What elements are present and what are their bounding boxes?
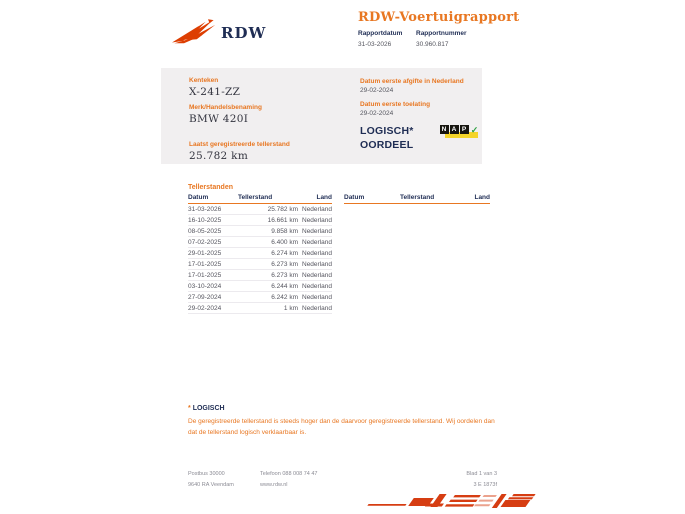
column-header-land: Land	[316, 194, 332, 201]
nap-letter: N	[440, 125, 449, 134]
table-row	[188, 237, 332, 248]
table-cell: 6.273 km	[271, 271, 298, 279]
table-cell: 29-01-2025	[188, 249, 222, 257]
rdw-wordmark: RDW	[221, 23, 267, 42]
table-cell: 31-03-2026	[188, 205, 222, 213]
table-cell: 29-02-2024	[188, 304, 222, 312]
column-header-tellerstand: Tellerstand	[238, 194, 273, 201]
odometer-table-title: Tellerstanden	[188, 184, 233, 191]
table-cell: Nederland	[302, 304, 332, 312]
rdw-logo	[172, 19, 266, 46]
table-cell: 6.273 km	[271, 260, 298, 268]
table-cell: 27-09-2024	[188, 293, 222, 301]
table-row	[188, 303, 332, 314]
nap-letter: P	[460, 125, 469, 134]
odometer-tables	[188, 194, 490, 314]
table-cell: 17-01-2025	[188, 260, 222, 268]
table-cell: Nederland	[302, 271, 332, 279]
table-header-row	[344, 194, 490, 204]
column-header-tellerstand: Tellerstand	[400, 194, 435, 201]
table-row	[188, 259, 332, 270]
footnote-text: De geregistreerde tellerstand is steeds hoger dan de daarvoor geregistreerde tellerstand. Wij oordelen dan dat de tellerstand logisch verklaarbaar is.	[188, 418, 495, 437]
footnote-heading	[188, 405, 500, 412]
table-row	[188, 270, 332, 281]
table-cell: 25.782 km	[267, 205, 298, 213]
table-cell: 07-02-2025	[188, 238, 222, 246]
table-cell: 08-05-2025	[188, 227, 222, 235]
table-row	[188, 226, 332, 237]
odometer-table	[188, 194, 332, 314]
table-row	[188, 215, 332, 226]
table-cell: Nederland	[302, 282, 332, 290]
table-cell: Nederland	[302, 205, 332, 213]
footer-address-line2: 9640 RA Veendam	[188, 482, 234, 488]
column-header-datum: Datum	[344, 194, 365, 201]
footnote-marker: *	[188, 405, 191, 412]
report-number-label: Rapportnummer	[416, 30, 467, 37]
table-cell: 6.400 km	[271, 238, 298, 246]
page-title: RDW-Voertuigrapport	[358, 10, 520, 25]
table-cell: 16.661 km	[267, 216, 298, 224]
page-footer	[188, 469, 497, 491]
table-body	[188, 204, 332, 314]
table-cell: 9.858 km	[271, 227, 298, 235]
report-date-label: Rapportdatum	[358, 30, 403, 37]
kenteken-value: X-241-ZZ	[189, 86, 241, 98]
footer-phone: Telefoon 088 008 74 47	[260, 471, 318, 477]
table-row	[188, 281, 332, 292]
column-header-datum: Datum	[188, 194, 209, 201]
last-odometer-value: 25.782 km	[189, 150, 249, 162]
vehicle-summary-panel	[161, 68, 482, 164]
merk-value: BMW 420I	[189, 113, 249, 125]
merk-label: Merk/Handelsbenaming	[189, 104, 262, 111]
footer-page-number: Blad 1 van 3	[466, 471, 497, 477]
odometer-table-continuation	[344, 194, 490, 314]
last-odometer-label: Laatst geregistreerde tellerstand	[189, 141, 290, 148]
verdict-text: LOGISCH* OORDEEL	[360, 125, 414, 152]
nap-logo	[440, 125, 484, 140]
footer-form-code: 3 E 1873f	[473, 482, 497, 488]
column-header-land: Land	[474, 194, 490, 201]
logisch-footnote	[188, 405, 500, 439]
table-row	[188, 204, 332, 215]
nap-check-icon: ✓	[470, 124, 479, 135]
speed-stripes-icon	[363, 491, 541, 514]
table-row	[188, 248, 332, 259]
first-admission-value: 29-02-2024	[360, 110, 394, 117]
table-cell: Nederland	[302, 260, 332, 268]
footnote-term: LOGISCH	[192, 405, 225, 412]
report-date-value: 31-03-2026	[358, 41, 392, 48]
kenteken-label: Kenteken	[189, 77, 219, 84]
table-cell: 03-10-2024	[188, 282, 222, 290]
table-cell: Nederland	[302, 238, 332, 246]
rdw-wing-icon	[172, 19, 216, 46]
table-cell: 6.274 km	[271, 249, 298, 257]
table-cell: Nederland	[302, 249, 332, 257]
footer-address-line1: Postbus 30000	[188, 471, 225, 477]
table-cell: 1 km	[283, 304, 298, 312]
table-cell: Nederland	[302, 227, 332, 235]
table-cell: 6.242 km	[271, 293, 298, 301]
table-cell: Nederland	[302, 216, 332, 224]
table-cell: 6.244 km	[271, 282, 298, 290]
table-header-row	[188, 194, 332, 204]
table-cell: 17-01-2025	[188, 271, 222, 279]
table-row	[188, 292, 332, 303]
report-meta	[358, 30, 467, 48]
nap-letter: A	[450, 125, 459, 134]
first-issue-label: Datum eerste afgifte in Nederland	[360, 78, 464, 85]
table-cell: Nederland	[302, 293, 332, 301]
footer-website: www.rdw.nl	[260, 482, 288, 488]
table-cell: 16-10-2025	[188, 216, 222, 224]
report-number-value: 30.960.817	[416, 41, 449, 48]
first-issue-value: 29-02-2024	[360, 87, 394, 94]
first-admission-label: Datum eerste toelating	[360, 101, 431, 108]
